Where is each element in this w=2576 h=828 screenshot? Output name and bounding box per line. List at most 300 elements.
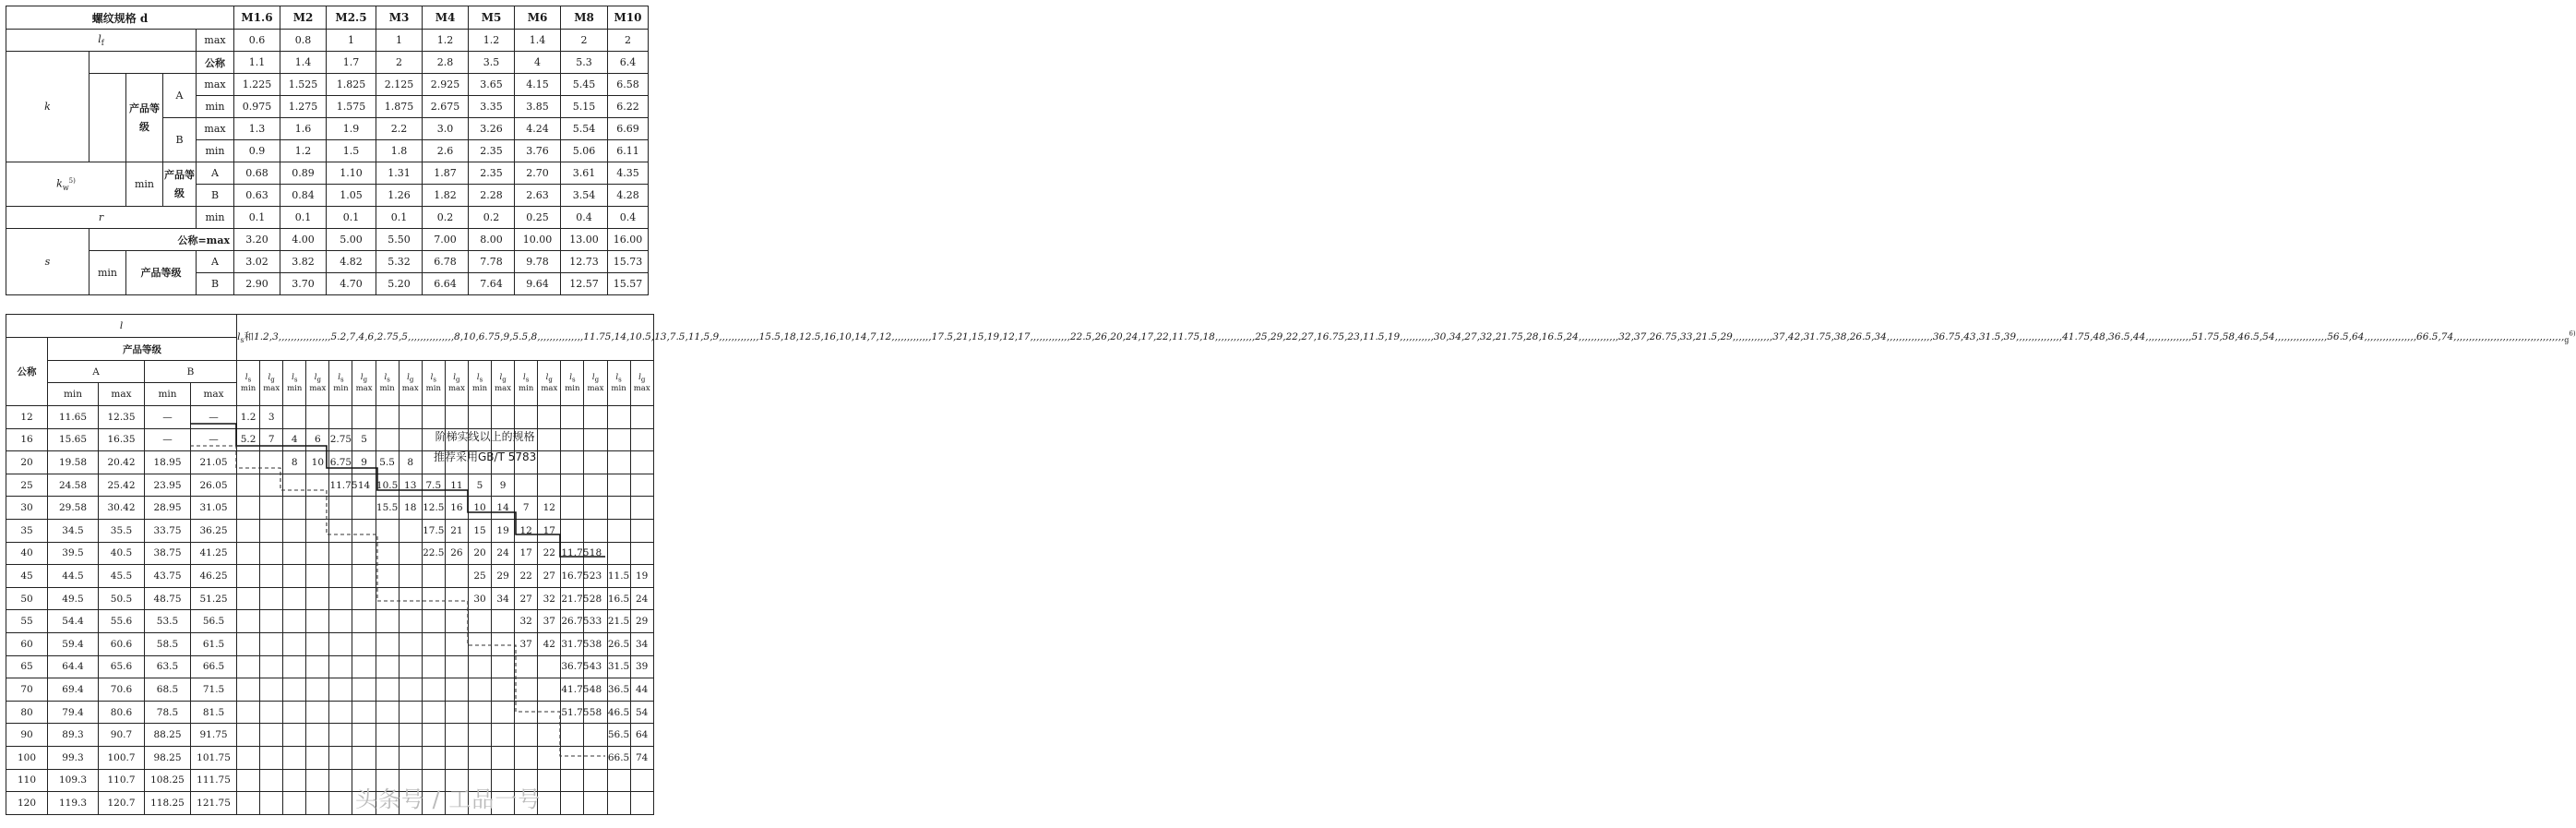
- symbol: l: [523, 372, 526, 382]
- length-a-min: 29.58: [48, 497, 99, 520]
- symbol: l: [430, 372, 434, 382]
- lg-value: 14: [352, 474, 376, 497]
- value-cell: 1.82: [423, 185, 469, 207]
- value-cell: 2.675: [423, 96, 469, 118]
- symbol: l: [591, 372, 595, 382]
- ls-value: 37: [515, 632, 538, 655]
- s-limit: min: [89, 251, 126, 295]
- lg-value: 5: [352, 428, 376, 451]
- grade-a: A: [197, 162, 234, 185]
- length-a-max: 120.7: [99, 792, 145, 815]
- length-b-min: 108.25: [145, 769, 191, 792]
- length-b-min: 98.25: [145, 746, 191, 769]
- length-a-max: 80.6: [99, 701, 145, 724]
- ls-value: 41.75: [561, 678, 584, 702]
- symbol: l: [453, 372, 457, 382]
- length-a-min: 54.4: [48, 610, 99, 633]
- symbol: l: [384, 372, 388, 382]
- symbol-superscript: 5): [68, 176, 76, 185]
- ls-value: 15.5: [376, 497, 399, 520]
- limit-label: min: [471, 384, 488, 394]
- limit-label: max: [541, 384, 558, 394]
- ls-value: 2.75: [329, 428, 352, 451]
- length-a-min: 44.5: [48, 565, 99, 588]
- value-cell: 6.58: [608, 74, 649, 96]
- length-b-max: 26.05: [191, 474, 237, 497]
- ls-value: 22.5: [422, 542, 445, 565]
- nominal-label: 公称: [6, 338, 48, 406]
- value-cell: 4.82: [327, 251, 376, 273]
- ls-value: 11.5: [607, 565, 630, 588]
- lg-value: 14: [492, 497, 515, 520]
- value-cell: 1.4: [515, 30, 561, 52]
- length-a-max: 35.5: [99, 519, 145, 542]
- limit-label: min: [145, 383, 191, 406]
- ls-value: 12: [515, 519, 538, 542]
- length-a-max: 65.6: [99, 655, 145, 678]
- limit-label: max: [191, 383, 237, 406]
- symbol-subscript: s: [340, 376, 344, 384]
- symbol-subscript: s: [387, 376, 390, 384]
- limit-label: max: [263, 384, 280, 394]
- value-cell: 2.6: [423, 140, 469, 162]
- value-cell: 5.32: [376, 251, 423, 273]
- lg-value: 24: [630, 587, 653, 610]
- grade-a: A: [48, 361, 145, 383]
- value-cell: 0.2: [469, 207, 515, 229]
- length-a-min: 39.5: [48, 542, 99, 565]
- lg-value: 29: [630, 610, 653, 633]
- ls-value: 21.75: [561, 587, 584, 610]
- lg-value: 18: [584, 542, 607, 565]
- grade-b: B: [197, 185, 234, 207]
- length-a-min: 24.58: [48, 474, 99, 497]
- symbol-subscript: g: [2564, 336, 2570, 345]
- symbol: k: [56, 177, 63, 190]
- length-b-min: 63.5: [145, 655, 191, 678]
- value-cell: 5.15: [561, 96, 608, 118]
- symbol-subscript: s: [479, 376, 483, 384]
- limit-label: max: [99, 383, 145, 406]
- symbol: l: [615, 372, 619, 382]
- value-cell: 1.825: [327, 74, 376, 96]
- size-header: M3: [376, 6, 423, 30]
- length-b-max: 31.05: [191, 497, 237, 520]
- length-nom: 50: [6, 587, 48, 610]
- grade-label: 产品等级: [48, 338, 237, 361]
- length-nom: 80: [6, 701, 48, 724]
- ls-value: 36.5: [607, 678, 630, 702]
- lg-value: 7: [260, 428, 283, 451]
- symbol: l: [244, 372, 248, 382]
- upper-step-line: [190, 424, 605, 557]
- value-cell: 0.8: [280, 30, 327, 52]
- lg-value: 74: [630, 746, 653, 769]
- length-b-min: —: [145, 428, 191, 451]
- symbol: l: [98, 32, 101, 45]
- length-b-max: 36.25: [191, 519, 237, 542]
- ls-value: 5.5: [376, 451, 399, 474]
- length-b-min: 28.95: [145, 497, 191, 520]
- length-b-max: 51.25: [191, 587, 237, 610]
- lg-value: 34: [492, 587, 515, 610]
- value-cell: 2.125: [376, 74, 423, 96]
- length-b-max: 61.5: [191, 632, 237, 655]
- symbol-subscript: s: [618, 376, 622, 384]
- length-a-max: 40.5: [99, 542, 145, 565]
- symbol: l: [569, 372, 572, 382]
- lg-value: 3: [260, 406, 283, 429]
- length-b-min: 23.95: [145, 474, 191, 497]
- ls-value: 15: [469, 519, 492, 542]
- size-header: M1.6: [234, 6, 280, 30]
- size-header: M2: [280, 6, 327, 30]
- lg-value: 37: [538, 610, 561, 633]
- value-cell: 6.78: [423, 251, 469, 273]
- lg-value: [630, 474, 653, 497]
- lg-value: 10: [306, 451, 329, 474]
- value-cell: 10.00: [515, 229, 561, 251]
- limit-label: min: [240, 384, 256, 394]
- value-cell: 0.4: [608, 207, 649, 229]
- value-cell: 4.70: [327, 273, 376, 295]
- value-cell: 5.3: [561, 52, 608, 74]
- value-cell: 2.28: [469, 185, 515, 207]
- lg-value: 17: [538, 519, 561, 542]
- length-b-min: 118.25: [145, 792, 191, 815]
- length-b-min: 58.5: [145, 632, 191, 655]
- lg-value: [630, 769, 653, 792]
- value-cell: 4.35: [608, 162, 649, 185]
- recommendation-note: [434, 426, 536, 467]
- lg-value: 6: [306, 428, 329, 451]
- symbol: l: [292, 372, 294, 382]
- length-a-min: 11.65: [48, 406, 99, 429]
- length-a-min: 59.4: [48, 632, 99, 655]
- value-cell: 1: [327, 30, 376, 52]
- value-cell: 15.57: [608, 273, 649, 295]
- symbol: l: [499, 372, 503, 382]
- length-a-max: 16.35: [99, 428, 145, 451]
- length-a-max: 45.5: [99, 565, 145, 588]
- value-cell: 2.8: [423, 52, 469, 74]
- symbol: s: [44, 256, 51, 268]
- value-cell: 5.00: [327, 229, 376, 251]
- ls-value: 51.75: [561, 701, 584, 724]
- value-cell: 1.26: [376, 185, 423, 207]
- lg-value: [630, 792, 653, 815]
- limit-label: max: [197, 118, 234, 140]
- length-nom: 90: [6, 724, 48, 747]
- value-cell: 1.8: [376, 140, 423, 162]
- limit-label: min: [425, 384, 441, 394]
- length-b-max: —: [191, 428, 237, 451]
- lower-step-line: [190, 446, 605, 756]
- value-cell: 0.63: [234, 185, 280, 207]
- symbol: l: [314, 372, 317, 382]
- value-cell: 1.875: [376, 96, 423, 118]
- ls-value: 17.5: [422, 519, 445, 542]
- symbol: k: [44, 101, 51, 113]
- limit-label: max: [197, 74, 234, 96]
- grade-b: B: [197, 273, 234, 295]
- symbol: l: [476, 372, 480, 382]
- thread-spec-label: 螺纹规格 d: [6, 6, 234, 30]
- value-cell: 0.1: [376, 207, 423, 229]
- length-a-max: 25.42: [99, 474, 145, 497]
- value-cell: 5.54: [561, 118, 608, 140]
- lg-value: 21: [445, 519, 468, 542]
- lg-value: 22: [538, 542, 561, 565]
- length-b-min: 88.25: [145, 724, 191, 747]
- value-cell: 2.35: [469, 140, 515, 162]
- value-cell: 3.35: [469, 96, 515, 118]
- lg-value: 28: [584, 587, 607, 610]
- symbol: l: [360, 372, 364, 382]
- length-b-min: 68.5: [145, 678, 191, 702]
- value-cell: 5.50: [376, 229, 423, 251]
- value-cell: 2.70: [515, 162, 561, 185]
- value-cell: 12.57: [561, 273, 608, 295]
- ls-value: 46.5: [607, 701, 630, 724]
- lg-value: [630, 519, 653, 542]
- length-b-max: 71.5: [191, 678, 237, 702]
- value-cell: 4.28: [608, 185, 649, 207]
- length-b-max: 21.05: [191, 451, 237, 474]
- ls-value: 16.75: [561, 565, 584, 588]
- size-header: M8: [561, 6, 608, 30]
- value-cell: 1.225: [234, 74, 280, 96]
- length-b-max: 46.25: [191, 565, 237, 588]
- value-cell: 5.45: [561, 74, 608, 96]
- lg-value: 9: [492, 474, 515, 497]
- header-symbol: [631, 373, 653, 385]
- value-cell: 13.00: [561, 229, 608, 251]
- length-nom: 30: [6, 497, 48, 520]
- value-cell: 0.84: [280, 185, 327, 207]
- length-a-min: 109.3: [48, 769, 99, 792]
- ls-value: 11.75: [561, 542, 584, 565]
- value-cell: 1.4: [280, 52, 327, 74]
- length-a-min: 119.3: [48, 792, 99, 815]
- value-cell: 2.35: [469, 162, 515, 185]
- length-b-min: 78.5: [145, 701, 191, 724]
- value-cell: 1.575: [327, 96, 376, 118]
- ls-value: 10: [469, 497, 492, 520]
- value-cell: 9.78: [515, 251, 561, 273]
- value-cell: 1.31: [376, 162, 423, 185]
- lg-value: 9: [352, 451, 376, 474]
- value-cell: 4.24: [515, 118, 561, 140]
- value-cell: 1.3: [234, 118, 280, 140]
- size-header: M4: [423, 6, 469, 30]
- length-a-min: 34.5: [48, 519, 99, 542]
- value-cell: 6.22: [608, 96, 649, 118]
- value-cell: 1.275: [280, 96, 327, 118]
- value-cell: 1.9: [327, 118, 376, 140]
- value-cell: 2.2: [376, 118, 423, 140]
- ls-value: 31.5: [607, 655, 630, 678]
- ls-value: 4: [283, 428, 306, 451]
- lg-value: [630, 542, 653, 565]
- value-cell: 2: [376, 52, 423, 74]
- length-a-min: 15.65: [48, 428, 99, 451]
- limit-label: min: [197, 140, 234, 162]
- value-cell: 1.87: [423, 162, 469, 185]
- value-cell: 3.85: [515, 96, 561, 118]
- note-line-1: 阶梯实线以上的规格: [435, 430, 535, 443]
- length-a-max: 100.7: [99, 746, 145, 769]
- value-cell: 0.89: [280, 162, 327, 185]
- length-nom: 55: [6, 610, 48, 633]
- length-a-max: 12.35: [99, 406, 145, 429]
- length-a-max: 30.42: [99, 497, 145, 520]
- length-b-min: 33.75: [145, 519, 191, 542]
- symbol-subscript: s: [525, 376, 530, 384]
- lg-value: 26: [445, 542, 468, 565]
- lg-value: [630, 497, 653, 520]
- length-nom: 100: [6, 746, 48, 769]
- value-cell: 2.925: [423, 74, 469, 96]
- symbol-subscript: g: [594, 376, 600, 384]
- symbol-subscript: s: [240, 336, 244, 345]
- ls-value: 7: [515, 497, 538, 520]
- symbol-subscript: g: [640, 376, 646, 384]
- value-cell: 3.02: [234, 251, 280, 273]
- symbol: l: [237, 331, 241, 343]
- value-cell: 5.20: [376, 273, 423, 295]
- symbol-subscript: g: [316, 376, 321, 384]
- lg-value: 11: [445, 474, 468, 497]
- limit-label: min: [197, 207, 234, 229]
- lg-value: 44: [630, 678, 653, 702]
- length-a-max: 20.42: [99, 451, 145, 474]
- length-a-max: 50.5: [99, 587, 145, 610]
- symbol-subscript: g: [502, 376, 507, 384]
- ls-value: 30: [469, 587, 492, 610]
- ls-value: 7.5: [422, 474, 445, 497]
- nominal-max-label: 公称=max: [89, 229, 234, 251]
- symbol-subscript: g: [270, 376, 275, 384]
- value-cell: 2: [608, 30, 649, 52]
- lg-value: [630, 406, 653, 429]
- symbol-subscript: g: [363, 376, 368, 384]
- value-cell: 1.10: [327, 162, 376, 185]
- length-b-max: 91.75: [191, 724, 237, 747]
- length-b-max: 41.25: [191, 542, 237, 565]
- value-cell: 0.68: [234, 162, 280, 185]
- value-cell: 0.25: [515, 207, 561, 229]
- limit-label: min: [611, 384, 626, 394]
- limit-label: min: [379, 384, 395, 394]
- value-cell: 2: [561, 30, 608, 52]
- value-cell: 3.5: [469, 52, 515, 74]
- grade-b: B: [163, 118, 197, 162]
- length-nom: 35: [6, 519, 48, 542]
- value-cell: 2.63: [515, 185, 561, 207]
- ls-value: 22: [515, 565, 538, 588]
- lg-value: 38: [584, 632, 607, 655]
- lg-value: 34: [630, 632, 653, 655]
- value-cell: 2.90: [234, 273, 280, 295]
- ls-value: 26.75: [561, 610, 584, 633]
- length-a-max: 90.7: [99, 724, 145, 747]
- limit-label: max: [197, 30, 234, 52]
- limit-label: min: [48, 383, 99, 406]
- and-text: 和: [244, 331, 255, 343]
- length-nom: 65: [6, 655, 48, 678]
- length-b-min: 48.75: [145, 587, 191, 610]
- note-line-2: 推荐采用GB/T 5783: [434, 450, 537, 463]
- symbol: 1.2,3,,,,,,,,,,,,,,,,,5.2,7,4,6,2.75,5,,,,,,,,,,,,,,,8,10,6.75,9,5.5,8,,,,,,,,,,,,,,,11.75,14,10.5,13,7.5,11,5,9,,,,,,,,,,,,,15.5,18,12.5,16,10,14,7,12,,,,,,,,,,,,,17.5,21,15,19,12,17,,,,,,,,,,,,,22.5,26,20,24,17,22,11.75,18,,,,,,,,,,,,,25,29,22,27,16.75,23,11.5,19,,,,,,,,,,,30,34,27,32,21.75,28,16.5,24,,,,,,,,,,,,,32,37,26.75,33,21.5,29,,,,,,,,,,,,,37,42,31.75,38,26.5,34,,,,,,,,,,,,,,,36.75,43,31.5,39,,,,,,,,,,,,,,,41.75,48,36.5,44,,,,,,,,,,,,,,,51.75,58,46.5,54,,,,,,,,,,,,,,,,,56.5,64,,,,,,,,,,,,,,,,,66.5,74,,,,,,,,,,,,,,,,,,,,,,,,,,,,,,,,,,,,: [254, 331, 2565, 343]
- lg-value: 33: [584, 610, 607, 633]
- ls-value: 12.5: [422, 497, 445, 520]
- grade-label: 产品等级: [126, 74, 163, 162]
- size-header: M5: [469, 6, 515, 30]
- value-cell: 3.61: [561, 162, 608, 185]
- value-cell: 4.15: [515, 74, 561, 96]
- value-cell: 0.6: [234, 30, 280, 52]
- value-cell: 4.00: [280, 229, 327, 251]
- stair-lines: [0, 0, 619, 828]
- value-cell: 1.2: [423, 30, 469, 52]
- length-b-min: 38.75: [145, 542, 191, 565]
- lg-value: 48: [584, 678, 607, 702]
- value-cell: 1.1: [234, 52, 280, 74]
- length-nom: 45: [6, 565, 48, 588]
- lg-value: 18: [399, 497, 422, 520]
- lg-value: 42: [538, 632, 561, 655]
- lg-value: 27: [538, 565, 561, 588]
- ls-value: 26.5: [607, 632, 630, 655]
- value-cell: 6.69: [608, 118, 649, 140]
- lg-value: 19: [492, 519, 515, 542]
- value-cell: 3.54: [561, 185, 608, 207]
- grade-b: B: [145, 361, 237, 383]
- length-nom: 40: [6, 542, 48, 565]
- value-cell: 7.78: [469, 251, 515, 273]
- length-b-min: 53.5: [145, 610, 191, 633]
- ls-value: 56.5: [607, 724, 630, 747]
- symbol: l: [407, 372, 410, 382]
- length-b-max: 66.5: [191, 655, 237, 678]
- length-nom: 70: [6, 678, 48, 702]
- symbol-subscript: g: [409, 376, 414, 384]
- symbol: r: [98, 211, 104, 223]
- limit-label: min: [197, 96, 234, 118]
- ls-value: 11.75: [329, 474, 352, 497]
- lg-value: 32: [538, 587, 561, 610]
- limit-label: max: [587, 384, 604, 394]
- value-cell: 0.975: [234, 96, 280, 118]
- length-a-min: 49.5: [48, 587, 99, 610]
- ls-value: 17: [515, 542, 538, 565]
- length-a-max: 110.7: [99, 769, 145, 792]
- length-b-max: 111.75: [191, 769, 237, 792]
- length-a-min: 79.4: [48, 701, 99, 724]
- limit-label: min: [565, 384, 580, 394]
- limit-label: max: [309, 384, 327, 394]
- symbol-subscript: g: [548, 376, 553, 384]
- limit-label: 公称: [197, 52, 234, 74]
- value-cell: 3.20: [234, 229, 280, 251]
- length-a-min: 99.3: [48, 746, 99, 769]
- ls-value: 25: [469, 565, 492, 588]
- value-cell: 0.4: [561, 207, 608, 229]
- length-a-max: 55.6: [99, 610, 145, 633]
- value-cell: 8.00: [469, 229, 515, 251]
- value-cell: 3.26: [469, 118, 515, 140]
